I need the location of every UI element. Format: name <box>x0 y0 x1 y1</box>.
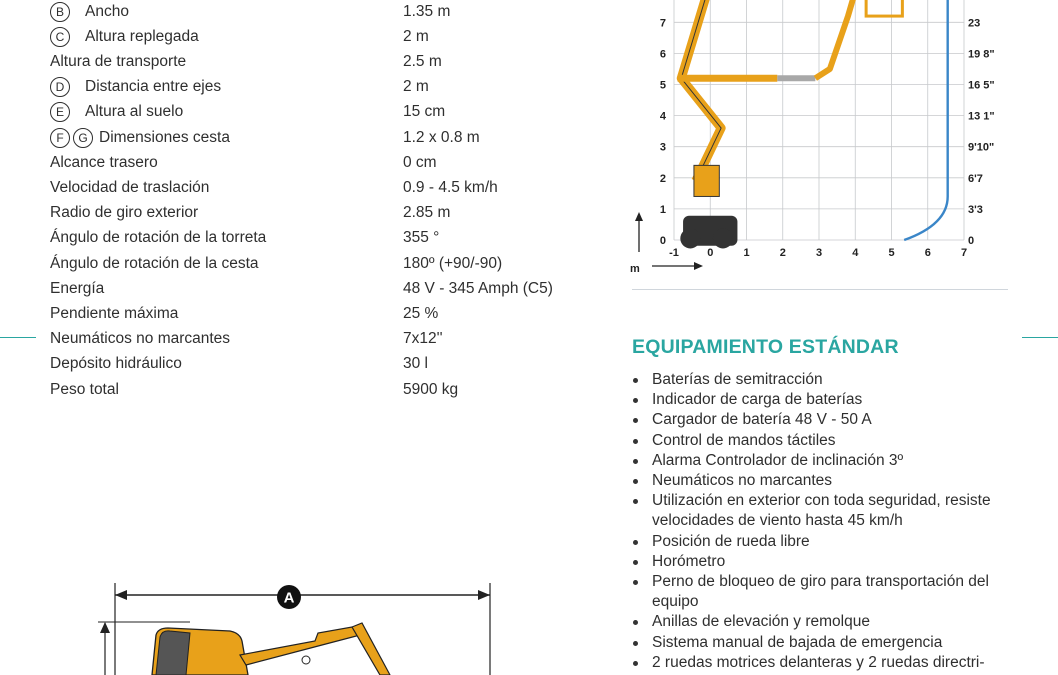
spec-label <box>50 25 199 49</box>
y-tick-label-ft: 19 8" <box>968 48 995 61</box>
spec-label-text: Pendiente máxima <box>50 305 179 322</box>
bullet-icon <box>633 560 638 565</box>
spec-value: 5900 kg <box>403 381 459 398</box>
dimension-marker: C <box>50 27 70 47</box>
spec-value: 355 ° <box>403 229 440 246</box>
right-accent-line <box>1022 337 1058 338</box>
working-range-chart <box>620 0 1020 285</box>
equipment-item <box>632 532 1032 552</box>
x-tick-label: 7 <box>960 247 968 259</box>
x-tick-label: 5 <box>888 247 895 259</box>
spec-label <box>50 151 158 175</box>
dimension-marker: B <box>50 2 70 22</box>
spec-row <box>50 252 610 276</box>
y-tick-label-ft: 3'3 <box>968 203 983 216</box>
y-tick-label-m: 2 <box>659 172 666 185</box>
y-tick-label-ft: 23 <box>968 17 981 30</box>
equipment-item-text: Cargador de batería 48 V - 50 A <box>652 411 872 429</box>
horizontal-arrow-head <box>694 262 703 270</box>
spec-row <box>50 151 610 175</box>
arrow-right <box>478 590 490 600</box>
spec-value: 0.9 - 4.5 km/h <box>403 179 498 196</box>
equipment-item-text: Alarma Controlador de inclinación 3º <box>652 451 904 469</box>
x-tick-label: 6 <box>924 247 931 259</box>
vertical-arrow-head <box>635 212 643 221</box>
spec-label <box>50 126 230 150</box>
x-tick-label: 3 <box>815 247 823 259</box>
spec-value: 2 m <box>403 78 429 95</box>
bullet-icon <box>633 439 638 444</box>
spec-value: 15 cm <box>403 103 446 120</box>
bullet-icon <box>633 580 638 585</box>
spec-row <box>50 176 610 200</box>
equipment-item <box>632 471 1032 491</box>
spec-label <box>50 0 129 24</box>
dimension-marker: G <box>73 128 93 148</box>
equipment-item-text: Control de mandos táctiles <box>652 431 836 449</box>
y-tick-label-ft: 9'10" <box>968 141 995 154</box>
spec-label <box>50 50 186 74</box>
spec-label-text: Dimensiones cesta <box>99 129 230 146</box>
equipment-item-text: Baterías de semitracción <box>652 371 823 388</box>
spec-row <box>50 0 610 24</box>
equipment-item <box>632 653 1032 673</box>
spec-label-text: Neumáticos no marcantes <box>50 330 231 347</box>
equipment-item <box>632 370 1032 390</box>
equipment-item-text: Utilización en exterior con toda seguridad, resiste velocidades de viento hasta 45 km/h <box>652 492 991 530</box>
boom-jib <box>352 623 390 675</box>
bullet-icon <box>633 418 638 423</box>
spec-value: 30 l <box>403 355 428 372</box>
machine-jib <box>815 0 855 78</box>
spec-row <box>50 201 610 225</box>
machine-basket <box>866 0 902 16</box>
boom-lower <box>240 627 360 665</box>
spec-value: 48 V - 345 Amph (C5) <box>403 280 553 297</box>
spec-row <box>50 50 610 74</box>
bullet-icon <box>633 620 638 625</box>
working-envelope-curve <box>904 0 948 240</box>
height-arrow <box>100 622 110 633</box>
spec-row <box>50 302 610 326</box>
arrow-left <box>115 590 127 600</box>
equipment-item-text: Perno de bloqueo de giro para transportación del equipo <box>652 573 989 611</box>
equipment-list <box>632 370 1032 673</box>
spec-label <box>50 327 230 351</box>
spec-label <box>50 277 104 301</box>
spec-label-text: Energía <box>50 280 105 297</box>
spec-label-text: Velocidad de traslación <box>50 179 210 196</box>
spec-value: 2 m <box>403 28 429 45</box>
y-tick-label-ft: 0 <box>968 235 975 247</box>
dimension-marker: D <box>50 77 70 97</box>
equipment-item <box>632 552 1032 572</box>
x-tick-label: 1 <box>743 247 750 259</box>
y-tick-label-m: 0 <box>659 235 666 247</box>
spec-row <box>50 277 610 301</box>
y-tick-label-ft: 13 1" <box>968 110 995 123</box>
y-tick-label-ft: 16 5" <box>968 79 995 92</box>
bullet-icon <box>633 459 638 464</box>
spec-row <box>50 226 610 250</box>
x-tick-label: 0 <box>707 247 714 259</box>
spec-value: 1.2 x 0.8 m <box>403 129 480 146</box>
spec-value: 0 cm <box>403 154 437 171</box>
bullet-icon <box>633 398 638 403</box>
spec-label <box>50 352 182 376</box>
spec-label-text: Alcance trasero <box>50 154 158 171</box>
equipment-item-text: Neumáticos no marcantes <box>652 472 833 490</box>
equipment-item-text: Anillas de elevación y remolque <box>652 613 870 631</box>
equipment-item-text: Sistema manual de bajada de emergencia <box>652 633 943 651</box>
spec-label <box>50 75 221 99</box>
spec-row <box>50 75 610 99</box>
machine-cover <box>156 631 190 675</box>
spec-label-text: Altura replegada <box>85 28 199 45</box>
spec-row <box>50 352 610 376</box>
bullet-icon <box>633 479 638 484</box>
spec-label-text: Depósito hidráulico <box>50 355 182 372</box>
machine-dimension-drawing <box>90 575 510 675</box>
equipment-item-text: Indicador de carga de baterías <box>652 391 863 409</box>
equipment-item <box>632 572 1032 612</box>
spec-label <box>50 378 119 402</box>
boom-pivot <box>302 656 310 664</box>
spec-label-text: Peso total <box>50 381 119 398</box>
spec-label <box>50 100 183 124</box>
spec-row <box>50 327 610 351</box>
spec-value: 1.35 m <box>403 3 451 20</box>
y-tick-label-m: 3 <box>659 141 666 154</box>
y-tick-label-m: 1 <box>659 203 666 216</box>
equipment-item <box>632 491 1032 531</box>
spec-value: 2.85 m <box>403 204 451 221</box>
spec-value: 180º (+90/-90) <box>403 255 503 272</box>
bullet-icon <box>633 641 638 646</box>
equipment-item <box>632 612 1032 632</box>
bullet-icon <box>633 661 638 666</box>
equipment-title: EQUIPAMIENTO ESTÁNDAR <box>632 336 899 358</box>
equipment-item-text: Horómetro <box>652 552 726 570</box>
x-tick-label: 4 <box>852 247 859 259</box>
dimension-marker: E <box>50 102 70 122</box>
spec-label-text: Ángulo de rotación de la torreta <box>50 229 267 246</box>
spec-label-text: Radio de giro exterior <box>50 204 199 221</box>
spec-label-text: Altura al suelo <box>85 103 184 120</box>
spec-value: 7x12'' <box>403 330 443 347</box>
bullet-icon <box>633 378 638 383</box>
spec-row <box>50 126 610 150</box>
x-tick-label: -1 <box>669 247 679 259</box>
spec-label-text: Altura de transporte <box>50 53 187 70</box>
spec-row <box>50 100 610 124</box>
machine-wheel-rear <box>680 228 700 248</box>
spec-label <box>50 226 266 250</box>
equipment-item <box>632 410 1032 430</box>
machine-wheel-front <box>713 228 733 248</box>
y-tick-label-m: 7 <box>659 17 666 30</box>
spec-value: 25 % <box>403 305 439 322</box>
spec-label-text: Ancho <box>85 3 129 20</box>
unit-label: m <box>630 263 640 275</box>
y-tick-label-m: 6 <box>659 48 666 61</box>
bullet-icon <box>633 499 638 504</box>
spec-label-text: Ángulo de rotación de la cesta <box>50 255 259 272</box>
spec-label <box>50 176 209 200</box>
equipment-item <box>632 390 1032 410</box>
equipment-item-text: 2 ruedas motrices delanteras y 2 ruedas directri- <box>652 653 985 671</box>
spec-value: 2.5 m <box>403 53 442 70</box>
y-tick-label-ft: 6'7 <box>968 172 983 185</box>
bullet-icon <box>633 540 638 545</box>
dimension-marker: F <box>50 128 70 148</box>
y-tick-label-m: 5 <box>659 79 666 92</box>
spec-row <box>50 378 610 402</box>
left-accent-line <box>0 337 36 338</box>
spec-label <box>50 201 198 225</box>
spec-label <box>50 302 178 326</box>
machine-turret <box>694 165 719 196</box>
equipment-item-text: Posición de rueda libre <box>652 532 810 550</box>
chart-separator <box>632 289 1008 290</box>
marker-a-label: A <box>283 589 295 607</box>
spec-row <box>50 25 610 49</box>
equipment-item <box>632 431 1032 451</box>
x-tick-label: 2 <box>779 247 786 259</box>
y-tick-label-m: 4 <box>659 110 666 123</box>
equipment-item <box>632 451 1032 471</box>
machine-boom-main <box>681 0 721 181</box>
spec-label-text: Distancia entre ejes <box>85 78 222 95</box>
equipment-item <box>632 633 1032 653</box>
spec-label <box>50 252 259 276</box>
